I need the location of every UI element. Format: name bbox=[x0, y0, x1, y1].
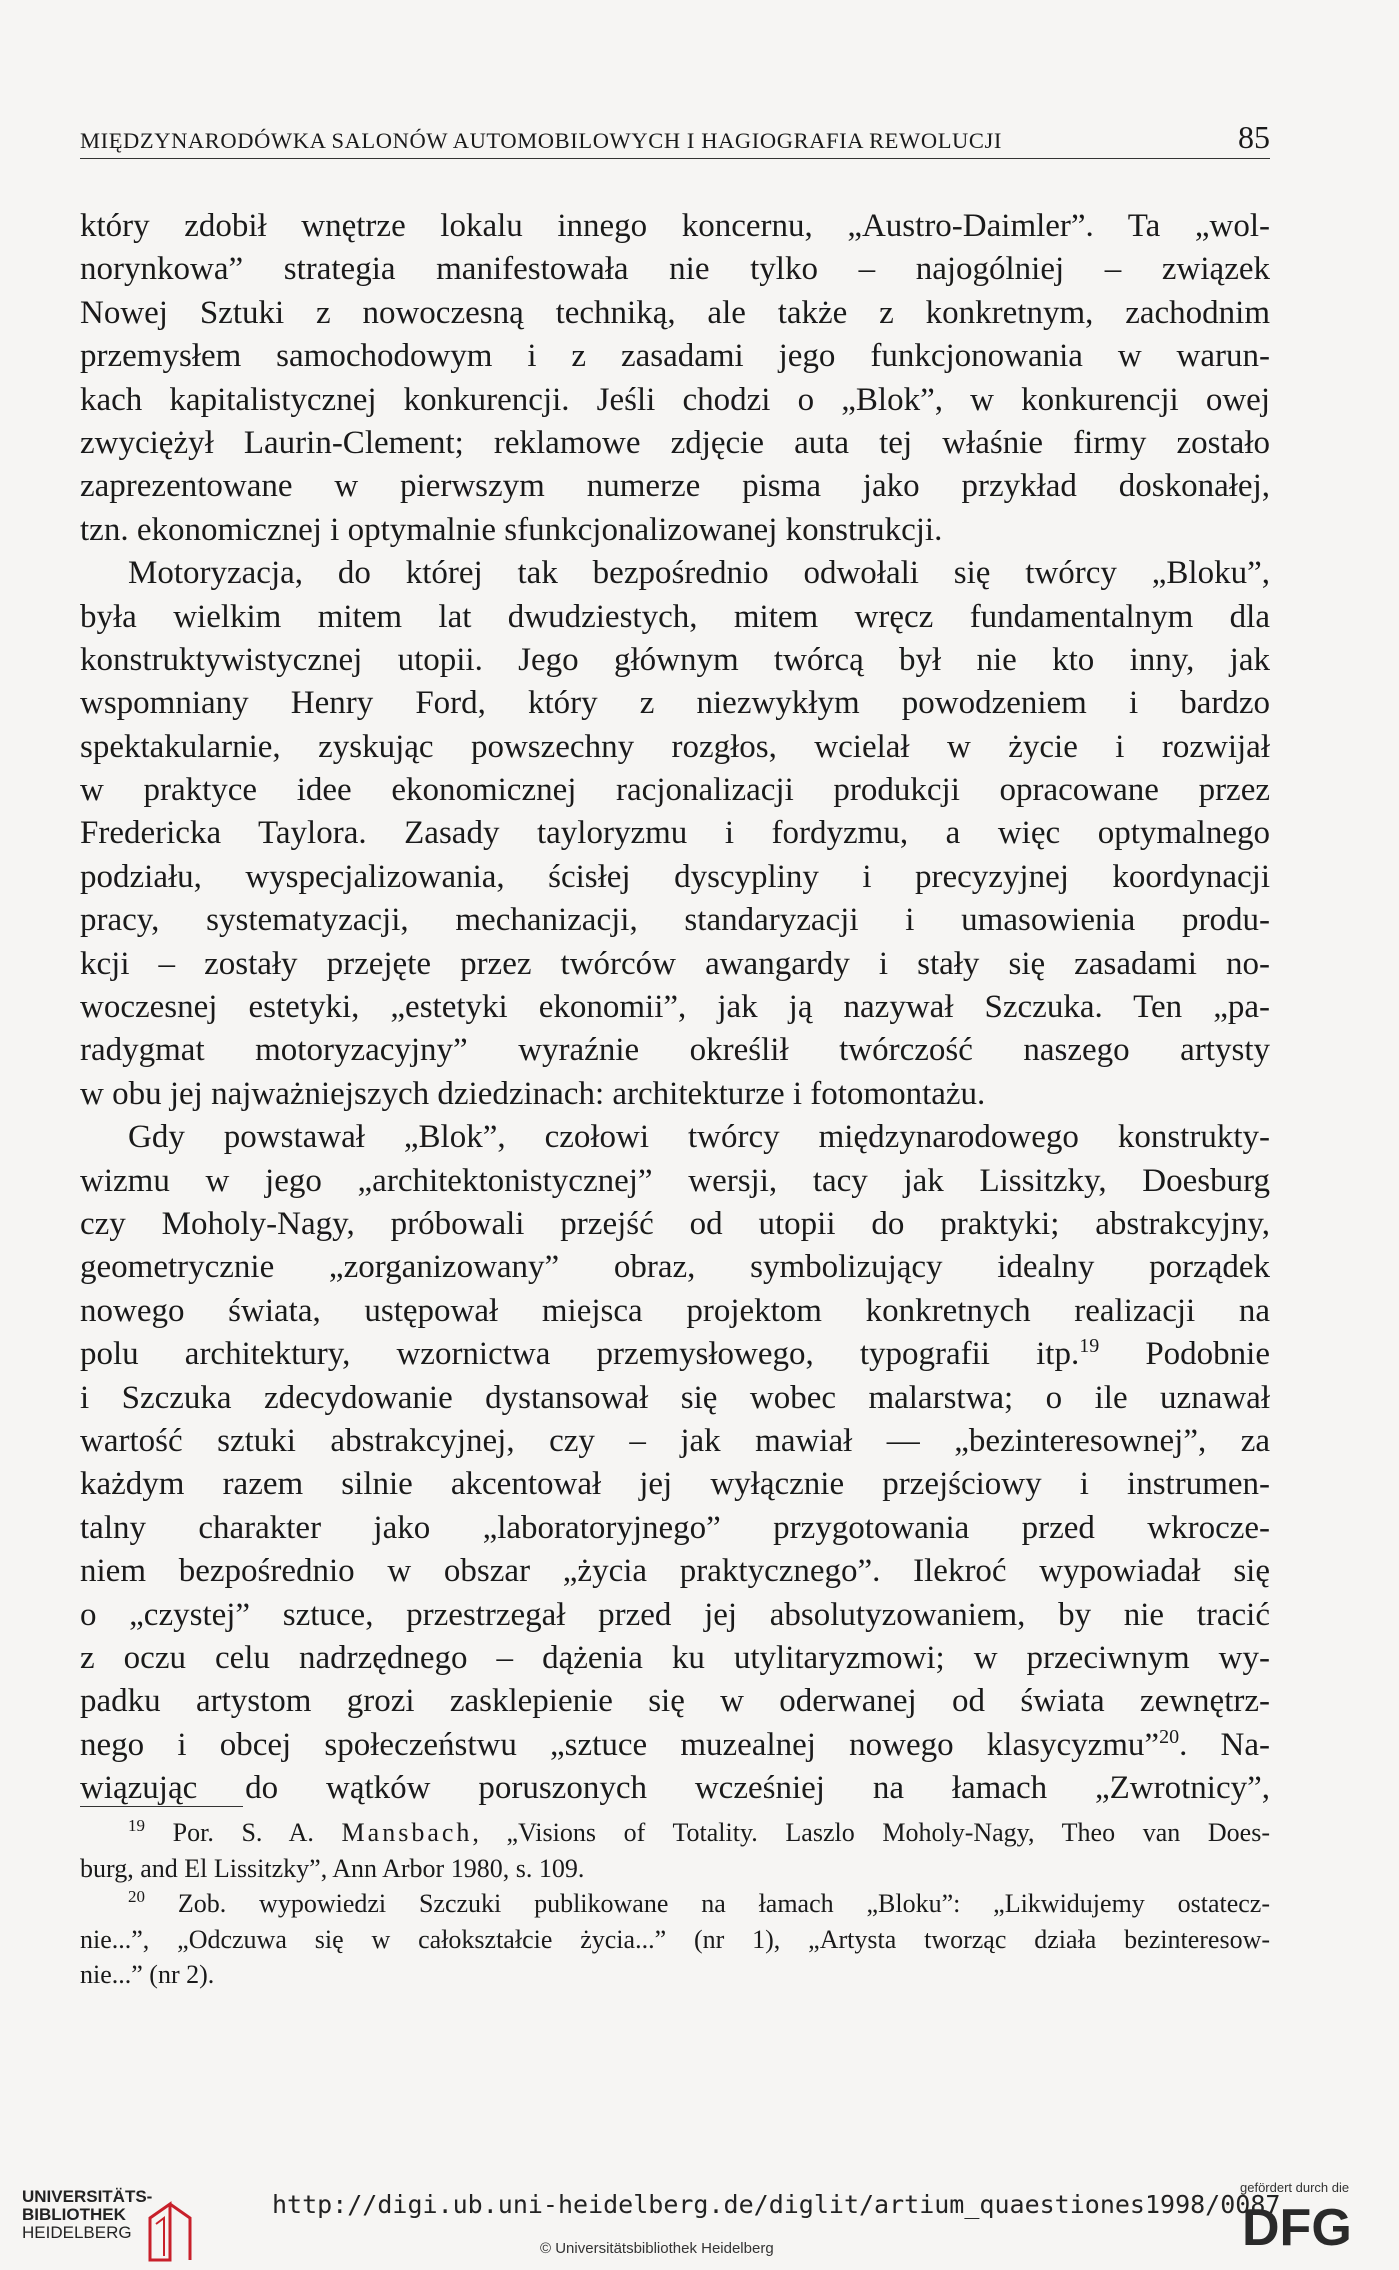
text-line: norynkowa” strategia manifestowała nie tylko – najogólniej – związek bbox=[80, 251, 1270, 288]
author-name: Mansbach bbox=[341, 1818, 473, 1847]
digitization-footer bbox=[0, 2160, 1399, 2270]
funding-label: gefördert durch die bbox=[1240, 2180, 1350, 2195]
text-line: talny charakter jako „laboratoryjnego” przygotowania przed wkrocze- bbox=[80, 1509, 1270, 1546]
footnote-text: , „Visions of Totality. Laszlo Moholy-Nagy, Theo van Does- bbox=[472, 1818, 1270, 1847]
library-name-line: UNIVERSITÄTS- bbox=[22, 2187, 153, 2206]
funder-block bbox=[1240, 2180, 1380, 2256]
text-line: zwyciężył Laurin-Clement; reklamowe zdjęcie auta tej właśnie firmy zostało bbox=[80, 424, 1270, 461]
text-line: tzn. ekonomicznej i optymalnie sfunkcjonalizowanej konstrukcji. bbox=[80, 511, 943, 548]
footnote-19 bbox=[80, 1815, 1270, 1851]
footnote-ref-20[interactable]: 20 bbox=[1159, 1725, 1180, 1748]
text-line: o „czystej” sztuce, przestrzegał przed jej absolutyzowaniem, by nie tracić bbox=[80, 1596, 1270, 1633]
text-line: i Szczuka zdecydowanie dystansował się wobec malarstwa; o ile uznawał bbox=[80, 1379, 1270, 1416]
text-line: wartość sztuki abstrakcyjnej, czy – jak mawiał — „bezinteresownej”, za bbox=[80, 1422, 1270, 1459]
text-line: wspomniany Henry Ford, który z niezwykłym powodzeniem i bardzo bbox=[80, 685, 1270, 722]
footnotes bbox=[80, 1815, 1270, 1993]
text-segment: . Na- bbox=[1179, 1726, 1270, 1763]
library-name-line: HEIDELBERG bbox=[22, 2223, 132, 2242]
text-line: konstruktywistycznej utopii. Jego głównym twórcą był nie kto inny, jak bbox=[80, 641, 1270, 678]
footnote-line: nie...” (nr 2). bbox=[80, 1960, 215, 1989]
text-line: zaprezentowane w pierwszym numerze pisma jako przykład doskonałej, bbox=[80, 468, 1270, 505]
text-line: podziału, wyspecjalizowania, ścisłej dyscypliny i precyzyjnej koordynacji bbox=[80, 858, 1270, 895]
text-line: nowego świata, ustępował miejsca projektom konkretnych realizacji na bbox=[80, 1292, 1270, 1329]
text-line: każdym razem silnie akcentował jej wyłącznie przejściowy i instrumen- bbox=[80, 1466, 1270, 1503]
text-line: niem bezpośrednio w obszar „życia praktycznego”. Ilekroć wypowiadał się bbox=[80, 1553, 1270, 1590]
text-line: radygmat motoryzacyjny” wyraźnie określił twórczość naszego artysty bbox=[80, 1032, 1270, 1069]
body-text bbox=[80, 205, 1270, 1810]
text-line: geometrycznie „zorganizowany” obraz, symbolizujący idealny porządek bbox=[80, 1249, 1270, 1286]
text-segment: Podobnie bbox=[1099, 1336, 1271, 1373]
running-head bbox=[80, 119, 1270, 159]
text-line: który zdobił wnętrze lokalu innego koncernu, „Austro-Daimler”. Ta „wol- bbox=[80, 208, 1270, 244]
page-number: 85 bbox=[1238, 119, 1270, 155]
funder-name: DFG bbox=[1242, 2199, 1352, 2251]
text-line bbox=[80, 1724, 1270, 1767]
footnote-divider bbox=[80, 1806, 243, 1807]
text-line bbox=[80, 1333, 1270, 1376]
footnote-ref-19[interactable]: 19 bbox=[1079, 1335, 1100, 1358]
copyright-notice: © Universitätsbibliothek Heidelberg bbox=[540, 2240, 774, 2257]
text-line: czy Moholy-Nagy, próbowali przejść od utopii do praktyki; abstrakcyjny, bbox=[80, 1205, 1270, 1242]
library-name bbox=[22, 2188, 152, 2242]
text-line: pracy, systematyzacji, mechanizacji, standaryzacji i umasowienia produ- bbox=[80, 902, 1270, 939]
text-line: Nowej Sztuki z nowoczesną techniką, ale także z konkretnym, zachodnim bbox=[80, 294, 1270, 331]
text-line: w praktyce idee ekonomicznej racjonalizacji produkcji opracowane przez bbox=[80, 772, 1270, 809]
footnote-line: nie...”, „Odczuwa się w całokształcie życia...” (nr 1), „Artysta tworząc działa bezinteresow- bbox=[80, 1924, 1270, 1954]
text-line: Motoryzacja, do której tak bezpośrednio odwołali się twórcy „Bloku”, bbox=[128, 555, 1270, 592]
library-name-line: BIBLIOTHEK bbox=[22, 2205, 126, 2224]
running-title: MIĘDZYNARODÓWKA SALONÓW AUTOMOBILOWYCH I HAGIOGRAFIA REWOLUCJI bbox=[80, 128, 1002, 153]
footnote-number: 19 bbox=[128, 1816, 145, 1835]
text-line: w obu jej najważniejszych dziedzinach: architekturze i fotomontażu. bbox=[80, 1075, 986, 1112]
text-line: z oczu celu nadrzędnego – dążenia ku utylitaryzmowi; w przeciwnym wy- bbox=[80, 1639, 1270, 1676]
text-segment: nego i obcej społeczeństwu „sztuce muzealnej nowego klasycyzmu” bbox=[80, 1726, 1160, 1763]
text-line: wiązując do wątków poruszonych wcześniej na łamach „Zwrotnicy”, bbox=[80, 1770, 1270, 1807]
text-line: Gdy powstawał „Blok”, czołowi twórcy międzynarodowego konstrukty- bbox=[128, 1119, 1270, 1156]
dfg-logo-icon[interactable] bbox=[1240, 2199, 1370, 2251]
text-line: wizmu w jego „architektonistycznej” wersji, tacy jak Lissitzky, Doesburg bbox=[80, 1162, 1270, 1199]
footnote-line: burg, and El Lissitzky”, Ann Arbor 1980, s. 109. bbox=[80, 1853, 585, 1883]
text-segment: polu architektury, wzornictwa przemysłowego, typografii itp. bbox=[80, 1336, 1080, 1373]
footnote-20 bbox=[80, 1886, 1270, 1922]
library-logo[interactable] bbox=[22, 2188, 152, 2242]
text-line: spektakularnie, zyskując powszechny rozgłos, wcielał w życie i rozwijał bbox=[80, 728, 1270, 765]
footnote-number: 20 bbox=[128, 1887, 145, 1906]
library-emblem-icon bbox=[140, 2196, 220, 2268]
footnote-text: Por. S. A. bbox=[172, 1818, 342, 1847]
text-line: kcji – zostały przejęte przez twórców awangardy i stały się zasadami no- bbox=[80, 945, 1270, 982]
source-url[interactable]: http://digi.ub.uni-heidelberg.de/diglit/artium_quaestiones1998/0087 bbox=[272, 2190, 1281, 2219]
text-line: woczesnej estetyki, „estetyki ekonomii”, jak ją nazywał Szczuka. Ten „pa- bbox=[80, 989, 1270, 1026]
text-line: była wielkim mitem lat dwudziestych, mitem wręcz fundamentalnym dla bbox=[80, 598, 1270, 635]
text-line: kach kapitalistycznej konkurencji. Jeśli chodzi o „Blok”, w konkurencji owej bbox=[80, 381, 1270, 418]
text-line: przemysłem samochodowym i z zasadami jego funkcjonowania w warun- bbox=[80, 338, 1270, 375]
text-line: Fredericka Taylora. Zasady tayloryzmu i fordyzmu, a więc optymalnego bbox=[80, 815, 1270, 852]
footnote-text: Zob. wypowiedzi Szczuki publikowane na łamach „Bloku”: „Likwidujemy ostatecz- bbox=[177, 1889, 1271, 1918]
text-line: padku artystom grozi zasklepienie się w oderwanej od świata zewnętrz- bbox=[80, 1683, 1270, 1720]
